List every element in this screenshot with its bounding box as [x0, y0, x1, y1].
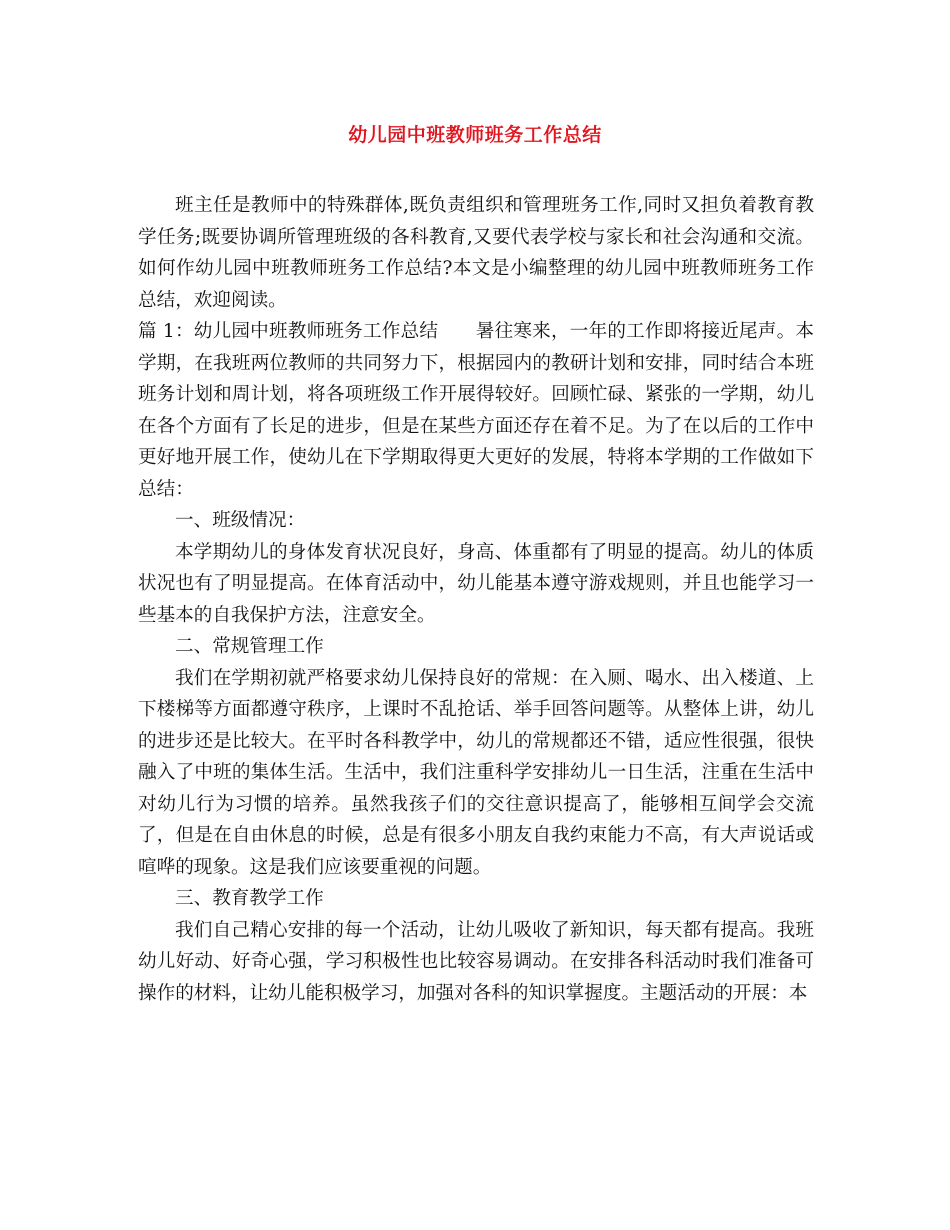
paragraph-teaching-work: 我们自己精心安排的每一个活动，让幼儿吸收了新知识，每天都有提高。我班幼儿好动、好奇心强，学习积极性也比较容易调动。在安排各科活动时我们准备可操作的材料，让幼儿能积极学习，加强对各科的知识掌握度。主题活动的开展：本: [138, 919, 814, 1004]
paragraph-part-1-opening: 篇 1：幼儿园中班教师班务工作总结 暑往寒来，一年的工作即将接近尾声。本学期，在我班两位教师的共同努力下，根据园内的教研计划和安排，同时结合本班班务计划和周计划，将各项班级工作开展得较好。回顾忙碌、紧张的一学期，幼儿在各个方面有了长足的进步，但是在某些方面还存在着不足。为了在以后的工作中更好地开展工作，使幼儿在下学期取得更大更好的发展，特将本学期的工作做如下总结：: [138, 321, 814, 500]
section-heading-class-situation: 一、班级情况：: [175, 510, 306, 531]
document-body: [138, 190, 814, 1009]
paragraph-intro: 班主任是教师中的特殊群体,既负责组织和管理班务工作,同时又担负着教育教学任务;既要协调所管理班级的各科教育,又要代表学校与家长和社会沟通和交流。如何作幼儿园中班教师班务工作总结?本文是小编整理的幼儿园中班教师班务工作总结，欢迎阅读。: [138, 195, 814, 311]
section-heading-teaching-work: 三、教育教学工作: [175, 888, 324, 909]
section-heading-routine-management: 二、常规管理工作: [175, 636, 324, 657]
paragraph-routine-management: 我们在学期初就严格要求幼儿保持良好的常规：在入厕、喝水、出入楼道、上下楼梯等方面都遵守秩序，上课时不乱抢话、举手回答问题等。从整体上讲，幼儿的进步还是比较大。在平时各科教学中，幼儿的常规都还不错，适应性很强，很快融入了中班的集体生活。生活中，我们注重科学安排幼儿一日生活，注重在生活中对幼儿行为习惯的培养。虽然我孩子们的交往意识提高了，能够相互间学会交流了，但是在自由休息的时候，总是有很多小朋友自我约束能力不高，有大声说话或喧哗的现象。这是我们应该要重视的问题。: [138, 667, 814, 878]
paragraph-class-situation: 本学期幼儿的身体发育状况良好，身高、体重都有了明显的提高。幼儿的体质状况也有了明显提高。在体育活动中，幼儿能基本遵守游戏规则，并且也能学习一些基本的自我保护方法，注意安全。: [138, 541, 814, 626]
document-title: 幼儿园中班教师班务工作总结: [348, 124, 602, 146]
